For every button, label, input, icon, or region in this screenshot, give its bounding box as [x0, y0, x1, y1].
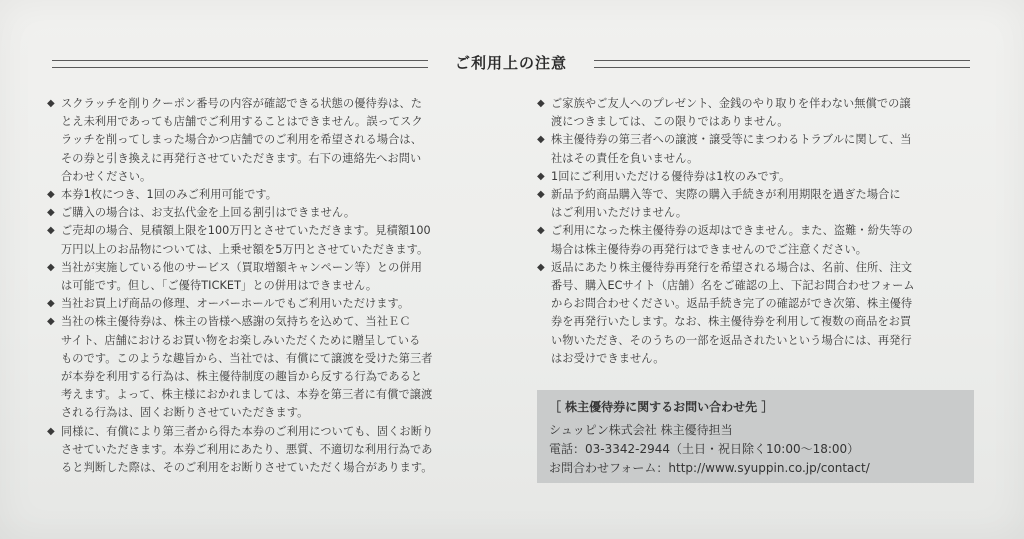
diamond-bullet-icon: ◆ [537, 98, 545, 109]
diamond-bullet-icon: ◆ [47, 98, 55, 109]
heading-row [52, 52, 970, 78]
notice-item: ◆ 新品予約商品購入等で、実際の購入手続きが利用期限を過ぎた場合に はご利用いただけません。 [537, 188, 901, 220]
diamond-bullet-icon: ◆ [537, 189, 545, 201]
diamond-bullet-icon: ◆ [537, 261, 545, 273]
contact-title: ［ 株主優待券に関するお問い合わせ先 ］ [549, 400, 774, 414]
right-double-rule [594, 60, 970, 68]
diamond-bullet-icon: ◆ [47, 225, 55, 237]
diamond-bullet-icon: ◆ [47, 207, 55, 219]
notice-item: ◆ 当社の株主優待券は、株主の皆様へ感謝の気持ちを込めて、当社ＥＣ サイト、店舗におけるお買い物をお楽しみいただくために贈呈している ものです。このような趣旨から、当社では、有償にて譲渡を受けた第三者 が本券を利用する行為は、株主優待制度の趣旨から反する行為であると 考えます。よって、株主様におかれましては、本券を第三者に有償で譲渡 される行為は、固くお断りさせていただきます。 [47, 315, 433, 420]
diamond-bullet-icon: ◆ [47, 189, 55, 201]
diamond-bullet-icon: ◆ [47, 298, 55, 310]
diamond-bullet-icon: ◆ [47, 261, 55, 273]
notice-item: ◆ 返品にあたり株主優待券再発行を希望される場合は、名前、住所、注文 番号、購入ECサイト（店舗）名をご確認の上、下記お問合わせフォーム からお問合わせください。返品手続き完了の確認ができ次第、株主優待 券を再発行いたします。なお、株主優待券を利用して複数の商品をお買 い物いただき、そのうちの一部を返品されたいという場合には、再発行 はお受けできません。 [537, 260, 915, 365]
contact-company: シュッピン株式会社 株主優待担当 [549, 423, 733, 437]
notice-item: ◆ 本券1枚につき、1回のみご利用可能です。 [47, 186, 507, 204]
contact-box [537, 390, 974, 483]
notice-item: ◆ 当社お買上げ商品の修理、オーバーホールでもご利用いただけます。 [47, 295, 507, 313]
diamond-bullet-icon: ◆ [537, 225, 545, 237]
diamond-bullet-icon: ◆ [537, 170, 545, 182]
notice-item: ◆ ご利用になった株主優待券の返却はできません。また、盗難・紛失等の 場合は株主優待券の再発行はできませんのでご注意ください。 [537, 224, 913, 256]
notice-item: ◆ 株主優待券の第三者への譲渡・譲受等にまつわるトラブルに関して、当 社はその責任を負いません。 [537, 133, 912, 165]
contact-phone: 電話：03-3342-2944（土日・祝日除く10:00〜18:00） [549, 442, 860, 456]
right-notice-column [537, 95, 977, 368]
notice-item: ◆ 当社が実施している他のサービス（買取増額キャンペーン等）との併用 は可能です。但し、「ご優待TICKET」との併用はできません。 [47, 260, 422, 293]
page-title: ご利用上の注意 [454, 54, 567, 72]
notice-item: ◆ ご売却の場合、見積額上限を100万円とさせていただきます。見積額100 万円以上のお品物については、上乗せ額を5万円とさせていただきます。 [47, 224, 431, 256]
notice-item: ◆ スクラッチを削りクーポン番号の内容が確認できる状態の優待券は、た とえ未利用であっても店舗でご利用することはできません。誤ってスク ラッチを削ってしまった場合かつ店舗でのご利用を希望される場合は、 その券と引き換えに再発行させていただきます。右下の連絡先へお問い 合わせください。 [47, 97, 423, 183]
left-notice-column [47, 95, 507, 477]
notice-item: ◆ 1回にご利用いただける優待券は1枚のみです。 [537, 168, 977, 186]
notice-item: ◆ ご家族やご友人へのプレゼント、金銭のやり取りを伴わない無償での譲 渡につきましては、この限りではありません。 [537, 97, 911, 129]
diamond-bullet-icon: ◆ [47, 316, 55, 328]
notice-item: ◆ 同様に、有償により第三者から得た本券のご利用についても、固くお断り させていただきます。本券ご利用にあたり、悪質、不適切な利用行為であ ると判断した際は、そのご利用をお断りさせていただく場合があります。 [47, 424, 434, 475]
contact-form-url: お問合わせフォーム：http://www.syuppin.co.jp/contact/ [549, 461, 870, 475]
notice-item: ◆ ご購入の場合は、お支払代金を上回る割引はできません。 [47, 204, 507, 222]
diamond-bullet-icon: ◆ [537, 134, 545, 146]
diamond-bullet-icon: ◆ [47, 425, 55, 437]
